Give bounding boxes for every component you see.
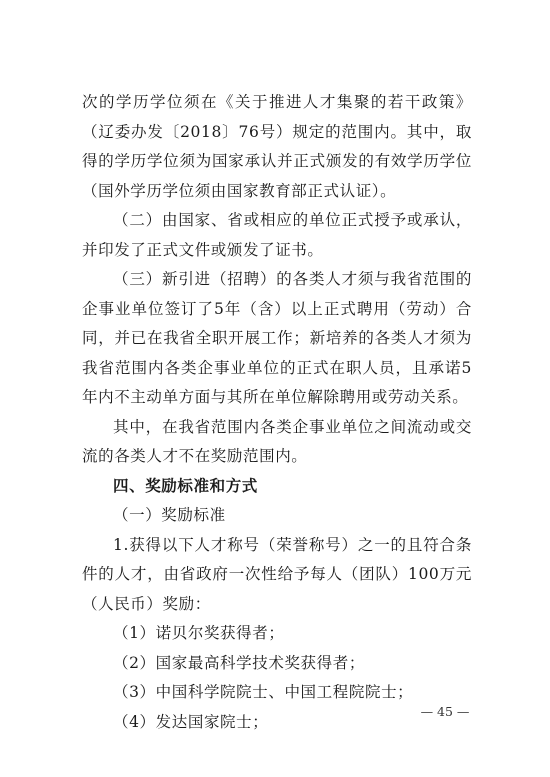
list-item: （1）诺贝尔奖获得者； [113,624,285,642]
document-body [82,88,472,737]
list-item: （3）中国科学院院士、中国工程院院士； [113,683,414,701]
paragraph-award-intro: 1.获得以下人才称号（荣誉称号）之一的且符合条件的人才，由省政府一次性给予每人（团队）100万元（人民币）奖励： [82,535,472,613]
page-number: — 45 — [420,704,470,719]
list-item: （2）国家最高科学技术奖获得者； [113,653,365,672]
paragraph-official-recognition: （二）由国家、省或相应的单位正式授予或承认，并印发了正式文件或颁发了证书。 [82,211,472,259]
list-item: （4）发达国家院士； [113,712,269,731]
paragraph-exclusion: 其中，在我省范围内各类企事业单位之间流动或交流的各类人才不在奖励范围内。 [82,417,472,465]
section-heading: 四、奖励标准和方式 [113,476,258,495]
subsection-heading: （一）奖励标准 [113,506,226,524]
paragraph-education-requirement: 次的学历学位须在《关于推进人才集聚的若干政策》（辽委办发〔2018〕76号）规定的范围内。其中，取得的学历学位须为国家承认并正式颁发的有效学历学位（国外学历学位须由国家教育部正式认证）。 [82,93,472,200]
paragraph-contract-requirement: （三）新引进（招聘）的各类人才须与我省范围的企事业单位签订了5年（含）以上正式聘用（劳动）合同，并已在我省全职开展工作；新培养的各类人才须为我省范围内各类企事业单位的正式在职人员，且承诺5年内不主动单方面与其所在单位解除聘用或劳动关系。 [82,270,472,406]
